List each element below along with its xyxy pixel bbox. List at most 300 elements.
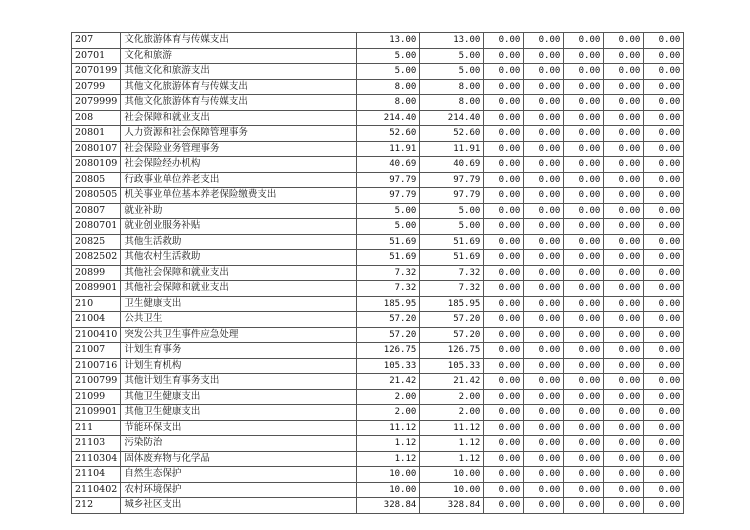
amount-cell-4: 0.00: [524, 281, 564, 297]
amount-cell-6: 0.00: [604, 110, 644, 126]
amount-cell-5: 0.00: [564, 188, 604, 204]
subject-name-cell: 文化旅游体育与传媒支出: [121, 33, 357, 49]
subject-name-cell: 人力资源和社会保障管理事务: [121, 126, 357, 142]
amount-cell-5: 0.00: [564, 296, 604, 312]
amount-cell-4: 0.00: [524, 498, 564, 514]
table-row: [72, 296, 684, 312]
amount-cell-3: 0.00: [484, 157, 524, 173]
subject-name-cell: 就业创业服务补贴: [121, 219, 357, 235]
amount-cell-5: 0.00: [564, 126, 604, 142]
table-row: [72, 374, 684, 390]
amount-cell-7: 0.00: [644, 451, 684, 467]
table-row: [72, 420, 684, 436]
amount-cell-7: 0.00: [644, 219, 684, 235]
amount-cell-5: 0.00: [564, 79, 604, 95]
amount-cell-1: 5.00: [357, 64, 420, 80]
subject-name-cell: 其他文化和旅游支出: [121, 64, 357, 80]
amount-cell-1: 1.12: [357, 451, 420, 467]
amount-cell-6: 0.00: [604, 296, 644, 312]
subject-code-cell: 2100799: [72, 374, 121, 390]
amount-cell-4: 0.00: [524, 482, 564, 498]
amount-cell-3: 0.00: [484, 405, 524, 421]
amount-cell-5: 0.00: [564, 110, 604, 126]
amount-cell-4: 0.00: [524, 420, 564, 436]
amount-cell-4: 0.00: [524, 203, 564, 219]
amount-cell-4: 0.00: [524, 110, 564, 126]
subject-code-cell: 212: [72, 498, 121, 514]
amount-cell-6: 0.00: [604, 172, 644, 188]
subject-code-cell: 207: [72, 33, 121, 49]
amount-cell-2: 7.32: [420, 265, 484, 281]
amount-cell-1: 7.32: [357, 281, 420, 297]
budget-table: [71, 32, 684, 514]
table-row: [72, 126, 684, 142]
amount-cell-3: 0.00: [484, 219, 524, 235]
subject-code-cell: 20701: [72, 48, 121, 64]
subject-code-cell: 2110304: [72, 451, 121, 467]
amount-cell-3: 0.00: [484, 234, 524, 250]
amount-cell-2: 5.00: [420, 219, 484, 235]
table-row: [72, 327, 684, 343]
amount-cell-3: 0.00: [484, 48, 524, 64]
amount-cell-5: 0.00: [564, 467, 604, 483]
amount-cell-6: 0.00: [604, 188, 644, 204]
amount-cell-6: 0.00: [604, 95, 644, 111]
amount-cell-5: 0.00: [564, 389, 604, 405]
subject-code-cell: 2080701: [72, 219, 121, 235]
subject-name-cell: 突发公共卫生事件应急处理: [121, 327, 357, 343]
amount-cell-2: 5.00: [420, 203, 484, 219]
amount-cell-2: 11.91: [420, 141, 484, 157]
amount-cell-1: 51.69: [357, 234, 420, 250]
table-row: [72, 467, 684, 483]
table-row: [72, 95, 684, 111]
amount-cell-6: 0.00: [604, 389, 644, 405]
subject-code-cell: 20825: [72, 234, 121, 250]
amount-cell-7: 0.00: [644, 482, 684, 498]
amount-cell-7: 0.00: [644, 110, 684, 126]
amount-cell-5: 0.00: [564, 234, 604, 250]
subject-name-cell: 其他卫生健康支出: [121, 389, 357, 405]
amount-cell-4: 0.00: [524, 265, 564, 281]
amount-cell-6: 0.00: [604, 327, 644, 343]
amount-cell-7: 0.00: [644, 405, 684, 421]
subject-code-cell: 2110402: [72, 482, 121, 498]
amount-cell-2: 1.12: [420, 451, 484, 467]
amount-cell-3: 0.00: [484, 265, 524, 281]
amount-cell-5: 0.00: [564, 33, 604, 49]
amount-cell-5: 0.00: [564, 498, 604, 514]
subject-code-cell: 20805: [72, 172, 121, 188]
amount-cell-2: 10.00: [420, 482, 484, 498]
amount-cell-6: 0.00: [604, 498, 644, 514]
amount-cell-6: 0.00: [604, 48, 644, 64]
amount-cell-5: 0.00: [564, 157, 604, 173]
table-row: [72, 79, 684, 95]
amount-cell-4: 0.00: [524, 48, 564, 64]
amount-cell-2: 97.79: [420, 172, 484, 188]
subject-name-cell: 其他文化旅游体育与传媒支出: [121, 95, 357, 111]
amount-cell-3: 0.00: [484, 33, 524, 49]
table-row: [72, 64, 684, 80]
amount-cell-6: 0.00: [604, 203, 644, 219]
amount-cell-1: 2.00: [357, 405, 420, 421]
amount-cell-7: 0.00: [644, 203, 684, 219]
subject-code-cell: 21099: [72, 389, 121, 405]
amount-cell-2: 2.00: [420, 389, 484, 405]
amount-cell-4: 0.00: [524, 141, 564, 157]
amount-cell-3: 0.00: [484, 498, 524, 514]
amount-cell-1: 10.00: [357, 482, 420, 498]
amount-cell-1: 57.20: [357, 312, 420, 328]
table-row: [72, 436, 684, 452]
subject-name-cell: 节能环保支出: [121, 420, 357, 436]
amount-cell-7: 0.00: [644, 281, 684, 297]
amount-cell-1: 5.00: [357, 219, 420, 235]
amount-cell-7: 0.00: [644, 467, 684, 483]
subject-name-cell: 农村环境保护: [121, 482, 357, 498]
amount-cell-1: 8.00: [357, 95, 420, 111]
subject-code-cell: 20899: [72, 265, 121, 281]
amount-cell-5: 0.00: [564, 95, 604, 111]
amount-cell-1: 51.69: [357, 250, 420, 266]
amount-cell-7: 0.00: [644, 188, 684, 204]
subject-name-cell: 污染防治: [121, 436, 357, 452]
amount-cell-4: 0.00: [524, 126, 564, 142]
amount-cell-5: 0.00: [564, 312, 604, 328]
amount-cell-7: 0.00: [644, 126, 684, 142]
amount-cell-6: 0.00: [604, 141, 644, 157]
subject-code-cell: 20801: [72, 126, 121, 142]
subject-name-cell: 社会保障和就业支出: [121, 110, 357, 126]
amount-cell-4: 0.00: [524, 389, 564, 405]
amount-cell-6: 0.00: [604, 157, 644, 173]
amount-cell-3: 0.00: [484, 327, 524, 343]
subject-code-cell: 211: [72, 420, 121, 436]
subject-code-cell: 21103: [72, 436, 121, 452]
amount-cell-1: 185.95: [357, 296, 420, 312]
subject-code-cell: 2100716: [72, 358, 121, 374]
amount-cell-2: 105.33: [420, 358, 484, 374]
amount-cell-6: 0.00: [604, 79, 644, 95]
amount-cell-4: 0.00: [524, 312, 564, 328]
subject-name-cell: 机关事业单位基本养老保险缴费支出: [121, 188, 357, 204]
amount-cell-7: 0.00: [644, 327, 684, 343]
budget-table-body: [72, 33, 684, 514]
amount-cell-7: 0.00: [644, 141, 684, 157]
amount-cell-3: 0.00: [484, 436, 524, 452]
subject-code-cell: 21004: [72, 312, 121, 328]
amount-cell-7: 0.00: [644, 420, 684, 436]
table-row: [72, 358, 684, 374]
subject-code-cell: 21104: [72, 467, 121, 483]
amount-cell-6: 0.00: [604, 358, 644, 374]
amount-cell-3: 0.00: [484, 188, 524, 204]
table-row: [72, 48, 684, 64]
amount-cell-1: 97.79: [357, 188, 420, 204]
amount-cell-1: 126.75: [357, 343, 420, 359]
table-row: [72, 188, 684, 204]
subject-code-cell: 2079999: [72, 95, 121, 111]
amount-cell-6: 0.00: [604, 33, 644, 49]
amount-cell-3: 0.00: [484, 451, 524, 467]
amount-cell-1: 11.12: [357, 420, 420, 436]
subject-code-cell: 2080109: [72, 157, 121, 173]
amount-cell-5: 0.00: [564, 141, 604, 157]
amount-cell-6: 0.00: [604, 482, 644, 498]
table-row: [72, 265, 684, 281]
amount-cell-3: 0.00: [484, 64, 524, 80]
amount-cell-7: 0.00: [644, 157, 684, 173]
subject-code-cell: 2082502: [72, 250, 121, 266]
amount-cell-3: 0.00: [484, 467, 524, 483]
amount-cell-4: 0.00: [524, 436, 564, 452]
amount-cell-2: 126.75: [420, 343, 484, 359]
amount-cell-7: 0.00: [644, 234, 684, 250]
table-row: [72, 141, 684, 157]
amount-cell-5: 0.00: [564, 405, 604, 421]
amount-cell-3: 0.00: [484, 296, 524, 312]
subject-name-cell: 计划生育机构: [121, 358, 357, 374]
amount-cell-1: 105.33: [357, 358, 420, 374]
amount-cell-2: 5.00: [420, 64, 484, 80]
amount-cell-3: 0.00: [484, 358, 524, 374]
amount-cell-4: 0.00: [524, 95, 564, 111]
amount-cell-2: 8.00: [420, 95, 484, 111]
amount-cell-5: 0.00: [564, 265, 604, 281]
amount-cell-3: 0.00: [484, 95, 524, 111]
subject-name-cell: 其他生活救助: [121, 234, 357, 250]
subject-name-cell: 其他文化旅游体育与传媒支出: [121, 79, 357, 95]
amount-cell-7: 0.00: [644, 343, 684, 359]
table-row: [72, 405, 684, 421]
amount-cell-6: 0.00: [604, 234, 644, 250]
amount-cell-4: 0.00: [524, 79, 564, 95]
amount-cell-6: 0.00: [604, 64, 644, 80]
amount-cell-5: 0.00: [564, 327, 604, 343]
amount-cell-6: 0.00: [604, 374, 644, 390]
amount-cell-6: 0.00: [604, 467, 644, 483]
subject-name-cell: 其他卫生健康支出: [121, 405, 357, 421]
amount-cell-2: 7.32: [420, 281, 484, 297]
amount-cell-3: 0.00: [484, 281, 524, 297]
amount-cell-1: 21.42: [357, 374, 420, 390]
amount-cell-2: 57.20: [420, 312, 484, 328]
amount-cell-7: 0.00: [644, 436, 684, 452]
amount-cell-5: 0.00: [564, 281, 604, 297]
amount-cell-4: 0.00: [524, 172, 564, 188]
table-row: [72, 172, 684, 188]
subject-name-cell: 其他社会保障和就业支出: [121, 281, 357, 297]
amount-cell-7: 0.00: [644, 389, 684, 405]
amount-cell-6: 0.00: [604, 312, 644, 328]
table-row: [72, 451, 684, 467]
table-row: [72, 482, 684, 498]
amount-cell-4: 0.00: [524, 33, 564, 49]
amount-cell-5: 0.00: [564, 358, 604, 374]
amount-cell-2: 51.69: [420, 234, 484, 250]
amount-cell-7: 0.00: [644, 358, 684, 374]
amount-cell-4: 0.00: [524, 234, 564, 250]
amount-cell-4: 0.00: [524, 64, 564, 80]
subject-name-cell: 社会保险经办机构: [121, 157, 357, 173]
amount-cell-2: 8.00: [420, 79, 484, 95]
amount-cell-7: 0.00: [644, 498, 684, 514]
amount-cell-2: 52.60: [420, 126, 484, 142]
subject-name-cell: 卫生健康支出: [121, 296, 357, 312]
subject-code-cell: 21007: [72, 343, 121, 359]
subject-name-cell: 其他社会保障和就业支出: [121, 265, 357, 281]
amount-cell-6: 0.00: [604, 219, 644, 235]
amount-cell-2: 214.40: [420, 110, 484, 126]
subject-name-cell: 自然生态保护: [121, 467, 357, 483]
amount-cell-1: 328.84: [357, 498, 420, 514]
amount-cell-6: 0.00: [604, 436, 644, 452]
amount-cell-1: 2.00: [357, 389, 420, 405]
amount-cell-7: 0.00: [644, 95, 684, 111]
table-row: [72, 343, 684, 359]
subject-name-cell: 社会保险业务管理事务: [121, 141, 357, 157]
table-row: [72, 203, 684, 219]
amount-cell-3: 0.00: [484, 141, 524, 157]
amount-cell-6: 0.00: [604, 405, 644, 421]
amount-cell-4: 0.00: [524, 250, 564, 266]
amount-cell-7: 0.00: [644, 172, 684, 188]
subject-name-cell: 其他计划生育事务支出: [121, 374, 357, 390]
subject-code-cell: 2109901: [72, 405, 121, 421]
amount-cell-3: 0.00: [484, 203, 524, 219]
amount-cell-3: 0.00: [484, 172, 524, 188]
amount-cell-1: 5.00: [357, 48, 420, 64]
amount-cell-7: 0.00: [644, 33, 684, 49]
subject-code-cell: 2100410: [72, 327, 121, 343]
amount-cell-2: 13.00: [420, 33, 484, 49]
amount-cell-1: 13.00: [357, 33, 420, 49]
amount-cell-3: 0.00: [484, 126, 524, 142]
table-row: [72, 498, 684, 514]
table-row: [72, 281, 684, 297]
amount-cell-4: 0.00: [524, 343, 564, 359]
amount-cell-5: 0.00: [564, 451, 604, 467]
amount-cell-2: 51.69: [420, 250, 484, 266]
amount-cell-1: 10.00: [357, 467, 420, 483]
amount-cell-2: 328.84: [420, 498, 484, 514]
subject-name-cell: 文化和旅游: [121, 48, 357, 64]
amount-cell-3: 0.00: [484, 110, 524, 126]
amount-cell-3: 0.00: [484, 250, 524, 266]
amount-cell-4: 0.00: [524, 358, 564, 374]
amount-cell-4: 0.00: [524, 405, 564, 421]
subject-name-cell: 就业补助: [121, 203, 357, 219]
table-row: [72, 157, 684, 173]
amount-cell-5: 0.00: [564, 64, 604, 80]
amount-cell-6: 0.00: [604, 126, 644, 142]
amount-cell-5: 0.00: [564, 203, 604, 219]
subject-name-cell: 行政事业单位养老支出: [121, 172, 357, 188]
amount-cell-4: 0.00: [524, 467, 564, 483]
table-row: [72, 234, 684, 250]
amount-cell-5: 0.00: [564, 250, 604, 266]
amount-cell-2: 40.69: [420, 157, 484, 173]
amount-cell-7: 0.00: [644, 64, 684, 80]
amount-cell-2: 97.79: [420, 188, 484, 204]
table-row: [72, 110, 684, 126]
amount-cell-6: 0.00: [604, 343, 644, 359]
amount-cell-5: 0.00: [564, 172, 604, 188]
amount-cell-5: 0.00: [564, 48, 604, 64]
amount-cell-2: 2.00: [420, 405, 484, 421]
amount-cell-1: 1.12: [357, 436, 420, 452]
amount-cell-7: 0.00: [644, 48, 684, 64]
amount-cell-1: 40.69: [357, 157, 420, 173]
amount-cell-6: 0.00: [604, 265, 644, 281]
amount-cell-3: 0.00: [484, 374, 524, 390]
amount-cell-5: 0.00: [564, 219, 604, 235]
table-row: [72, 312, 684, 328]
subject-name-cell: 计划生育事务: [121, 343, 357, 359]
amount-cell-4: 0.00: [524, 374, 564, 390]
subject-code-cell: 20807: [72, 203, 121, 219]
table-row: [72, 33, 684, 49]
amount-cell-1: 7.32: [357, 265, 420, 281]
amount-cell-7: 0.00: [644, 296, 684, 312]
amount-cell-7: 0.00: [644, 79, 684, 95]
subject-code-cell: 210: [72, 296, 121, 312]
amount-cell-5: 0.00: [564, 482, 604, 498]
amount-cell-4: 0.00: [524, 327, 564, 343]
amount-cell-1: 52.60: [357, 126, 420, 142]
amount-cell-6: 0.00: [604, 451, 644, 467]
subject-code-cell: 2089901: [72, 281, 121, 297]
table-row: [72, 250, 684, 266]
subject-code-cell: 20799: [72, 79, 121, 95]
subject-name-cell: 固体废弃物与化学品: [121, 451, 357, 467]
subject-code-cell: 208: [72, 110, 121, 126]
amount-cell-3: 0.00: [484, 482, 524, 498]
amount-cell-1: 57.20: [357, 327, 420, 343]
amount-cell-2: 1.12: [420, 436, 484, 452]
subject-code-cell: 2080505: [72, 188, 121, 204]
amount-cell-1: 8.00: [357, 79, 420, 95]
amount-cell-7: 0.00: [644, 265, 684, 281]
subject-code-cell: 2080107: [72, 141, 121, 157]
amount-cell-2: 185.95: [420, 296, 484, 312]
amount-cell-2: 11.12: [420, 420, 484, 436]
subject-name-cell: 城乡社区支出: [121, 498, 357, 514]
amount-cell-4: 0.00: [524, 296, 564, 312]
amount-cell-4: 0.00: [524, 188, 564, 204]
amount-cell-3: 0.00: [484, 312, 524, 328]
amount-cell-3: 0.00: [484, 343, 524, 359]
amount-cell-1: 97.79: [357, 172, 420, 188]
amount-cell-6: 0.00: [604, 281, 644, 297]
amount-cell-3: 0.00: [484, 420, 524, 436]
amount-cell-1: 11.91: [357, 141, 420, 157]
amount-cell-7: 0.00: [644, 250, 684, 266]
amount-cell-5: 0.00: [564, 374, 604, 390]
amount-cell-7: 0.00: [644, 374, 684, 390]
amount-cell-2: 21.42: [420, 374, 484, 390]
amount-cell-2: 57.20: [420, 327, 484, 343]
amount-cell-6: 0.00: [604, 250, 644, 266]
subject-code-cell: 2070199: [72, 64, 121, 80]
amount-cell-7: 0.00: [644, 312, 684, 328]
amount-cell-2: 5.00: [420, 48, 484, 64]
amount-cell-4: 0.00: [524, 157, 564, 173]
amount-cell-4: 0.00: [524, 451, 564, 467]
table-row: [72, 389, 684, 405]
amount-cell-5: 0.00: [564, 436, 604, 452]
